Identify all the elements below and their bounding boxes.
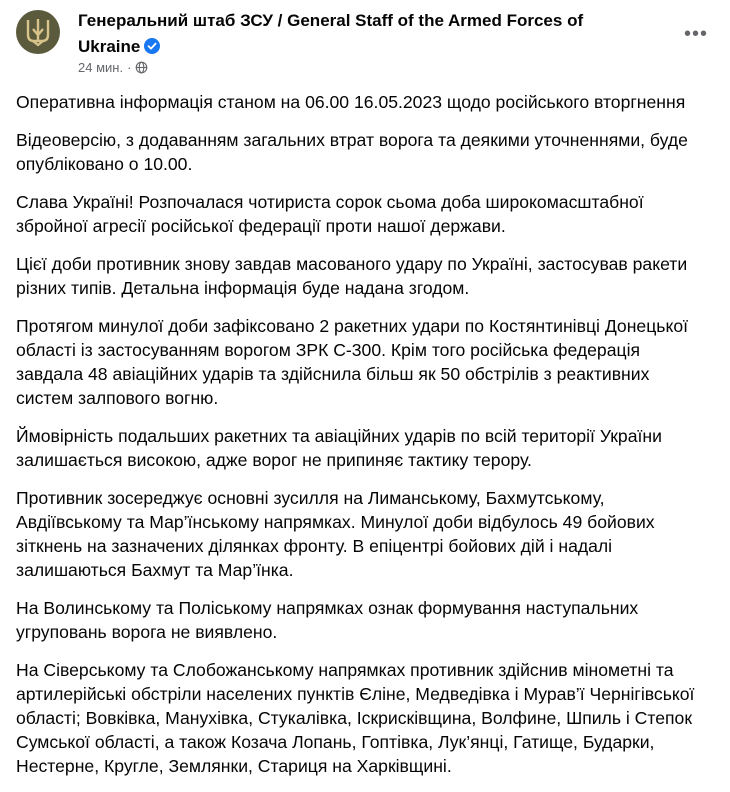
post-paragraph: На Волинському та Поліському напрямках ознак формування наступальних угруповань ворога не виявлено. xyxy=(16,598,639,642)
post-paragraph: Ймовірність подальших ракетних та авіаційних ударів по всій території України залишається високою, адже ворог не припиняє тактику терору. xyxy=(16,426,662,470)
more-horizontal-icon: ••• xyxy=(683,22,708,45)
post-paragraph: Слава Україні! Розпочалася чотириста сорок сьома доба широкомасштабної збройної агресії російської федерації проти нашої держави. xyxy=(16,192,644,236)
post-paragraph: Оперативна інформація станом на 06.00 16.05.2023 щодо російського вторгнення xyxy=(16,92,686,112)
post-paragraph: На Сіверському та Слобожанському напрямках противник здійснив мінометні та артилерійські обстріли населених пунктів Єліне, Медведівка і Мурав’ї Чернігівської області; Вовківка, Манухівка, Стукалівка, Іскрисківщина, Волфине, Шпиль і Степок Сумської області, а також Козача Лопань, Гоптівка, Лук’янці, Гатище, Бударки, Нестерне, Кругле, Землянки, Стариця на Харківщині. xyxy=(16,660,695,776)
post-body xyxy=(16,90,706,792)
author-name[interactable] xyxy=(78,8,638,60)
more-options-button[interactable] xyxy=(678,16,714,52)
post-meta xyxy=(78,60,148,75)
post-paragraph: Протягом минулої доби зафіксовано 2 ракетних удари по Костянтинівці Донецької області із застосуванням ворогом ЗРК С-300. Крім того російська федерація завдала 48 авіаційних ударів та здійснила більш як 50 обстрілів з реактивних систем залпового вогню. xyxy=(16,316,689,408)
post-paragraph: Відеоверсію, з додаванням загальних втрат ворога та деякими уточненнями, буде опубліковано о 10.00. xyxy=(16,130,688,174)
post-paragraph: Противник зосереджує основні зусилля на Лиманському, Бахмутському, Авдіївському та Мар’їнському напрямках. Минулої доби відбулось 49 бойових зіткнень на зазначених ділянках фронту. В епіцентрі бойових дій і надалі залишаються Бахмут та Мар’їнка. xyxy=(16,488,655,580)
post-timestamp[interactable]: 24 мин. xyxy=(78,60,124,75)
post-header xyxy=(16,8,714,80)
meta-separator: · xyxy=(127,60,132,75)
trident-icon xyxy=(25,17,51,47)
globe-icon[interactable] xyxy=(135,61,148,74)
verified-badge-icon xyxy=(144,38,160,54)
author-name-text[interactable]: Генеральний штаб ЗСУ / General Staff of the Armed Forces of Ukraine xyxy=(78,11,584,56)
post-paragraph: Цієї доби противник знову завдав масованого удару по Україні, застосував ракети різних типів. Детальна інформація буде надана згодом. xyxy=(16,254,688,298)
avatar[interactable] xyxy=(16,10,60,54)
